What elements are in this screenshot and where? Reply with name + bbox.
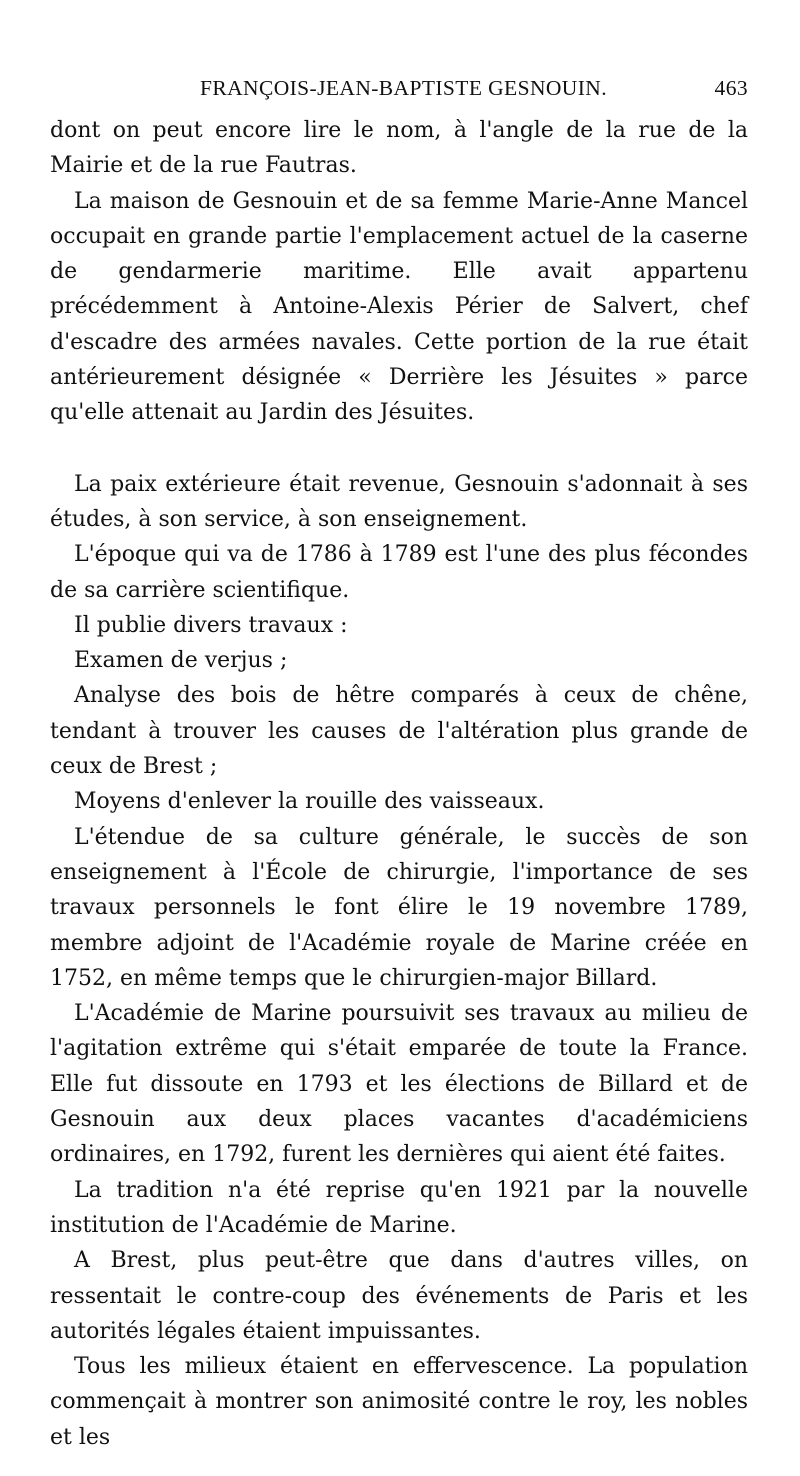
list-item: Moyens d'enlever la rouille des vaisseaux. xyxy=(74,789,545,815)
list-item: Analyse des bois de hêtre comparés à ceux de chêne, tendant à trouver les causes de l'altération plus grande de ceux de Brest ; xyxy=(50,683,748,780)
paragraph: A Brest, plus peut-être que dans d'autres villes, on ressentait le contre-coup des événements de Paris et les autorités légales étaient impuissantes. xyxy=(50,1248,748,1344)
running-title: FRANÇOIS-JEAN-BAPTISTE GESNOUIN. xyxy=(200,76,607,100)
page-number: 463 xyxy=(714,76,748,100)
paragraph: L'Académie de Marine poursuivit ses travaux au milieu de l'agitation extrême qui s'était emparée de toute la France. Elle fut dissoute en 1793 et les élections de Billard et de Gesnouin aux deux places vacantes d'académiciens ordinaires, en 1792, furent les dernières qui aient été faites. xyxy=(50,1001,748,1168)
section-break xyxy=(50,431,748,467)
paragraph: La paix extérieure était revenue, Gesnouin s'adonnait à ses études, à son service, à son enseignement. xyxy=(50,471,748,532)
paragraph: L'époque qui va de 1786 à 1789 est l'une des plus fécondes de sa carrière scientifique. xyxy=(50,542,748,603)
paragraph: La maison de Gesnouin et de sa femme Marie-Anne Mancel occupait en grande partie l'emplacement actuel de la caserne de gendarmerie maritime. Elle avait appartenu précédemment à Antoine-Alexis Périer de Salvert, chef d'escadre des armées navales. Cette portion de la rue était antérieurement désignée « Derrière les Jésuites » parce qu'elle attenait au Jardin des Jésuites. xyxy=(50,188,748,426)
page-body xyxy=(50,113,748,1455)
paragraph: Il publie divers travaux : xyxy=(74,612,348,638)
paragraph: La tradition n'a été reprise qu'en 1921 par la nouvelle institution de l'Académie de Marine. xyxy=(50,1177,748,1238)
paragraph: L'étendue de sa culture générale, le succès de son enseignement à l'École de chirurgie, l'importance de ses travaux personnels le font élire le 19 novembre 1789, membre adjoint de l'Académie royale de Marine créée en 1752, en même temps que le chirurgien-major Billard. xyxy=(50,824,748,991)
running-header xyxy=(50,76,748,101)
list-item: Examen de verjus ; xyxy=(74,648,288,674)
paragraph: Tous les milieux étaient en effervescence. La population commençait à montrer son animosité contre le roy, les nobles et les xyxy=(50,1354,748,1450)
paragraph-continuation: dont on peut encore lire le nom, à l'angle de la rue de la Mairie et de la rue Fautras. xyxy=(50,118,748,179)
